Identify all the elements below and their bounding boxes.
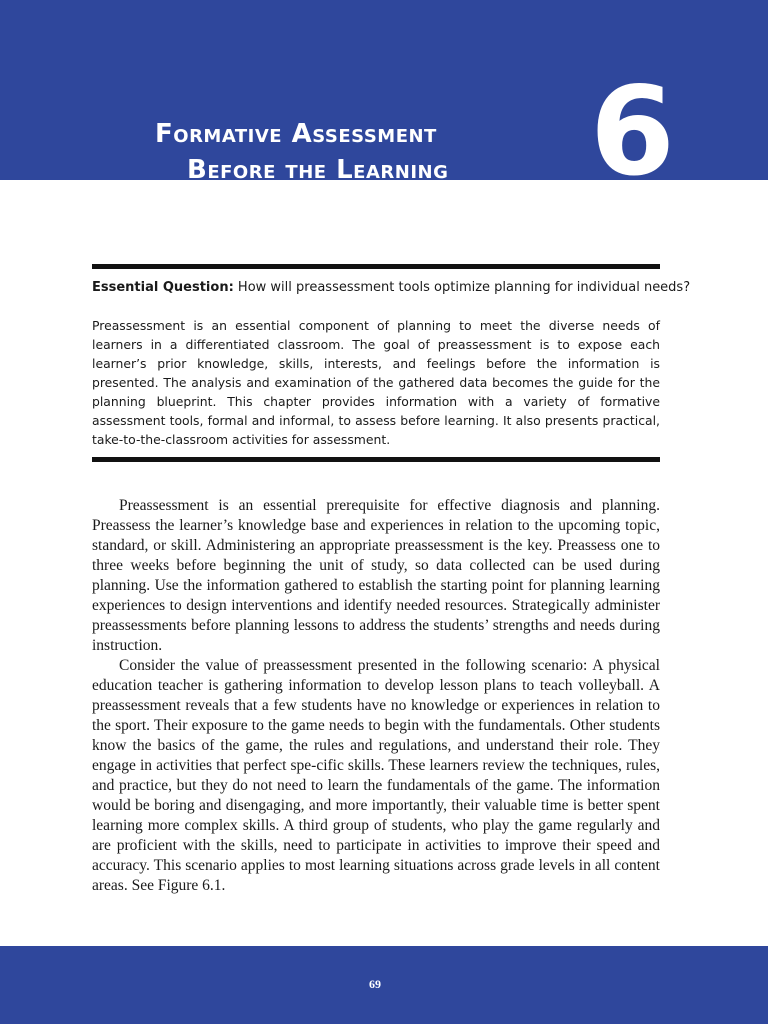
chapter-title-line2: Before the Learning <box>187 155 449 180</box>
chapter-intro: Preassessment is an essential component of planning to meet the diverse needs of learners in a differentiated classroom. The goal of preassessment is to expose each learner’s prior knowledge, skills, interests, and feelings before the information is presented. The analysis and examination of the gathered data becomes the guide for the planning blueprint. This chapter provides information with a variety of formative assessment tools, formal and informal, to assess before learning. It also presents practical, take-to-the-classroom activities for assessment. <box>92 318 660 447</box>
body-text <box>92 496 660 896</box>
top-rule <box>92 264 660 269</box>
essential-question <box>92 278 691 298</box>
chapter-title <box>0 0 768 180</box>
essential-question-text: How will preassessment tools optimize planning for individual needs? <box>237 280 691 295</box>
essential-question-label: Essential Question: <box>92 280 234 295</box>
page-number: 69 <box>369 977 381 991</box>
body-paragraph: Preassessment is an essential prerequisite for effective diagnosis and planning. Preassess the learner’s knowledge base and experiences in relation to the upcoming topic, standard, or skill. Administering an appropriate preassessment is the key. Preassess one to three weeks before beginning the unit of study, so data collected can be used during planning. Use the information gathered to establish the starting point for planning learning experiences to design interventions and identify needed resources. Strategically administer preassessments before planning lessons to address the students’ strengths and needs during instruction. <box>92 497 660 654</box>
chapter-title-line1: Formative Assessment <box>155 119 437 149</box>
bottom-rule <box>92 457 660 462</box>
body-paragraph: Consider the value of preassessment presented in the following scenario: A physical education teacher is gathering information to develop lesson plans to teach volleyball. A preassessment reveals that a few students have no knowledge or experiences in relation to the sport. Their exposure to the game needs to begin with the fundamentals. Other students know the basics of the game, the rules and regulations, and understand their role. They engage in activities that perfect spe-cific skills. These learners review the techniques, rules, and practice, but they do not need to learn the fundamentals of the game. The information would be boring and disengaging, and more importantly, their valuable time is better spent learning more complex skills. A third group of students, who play the game regularly and are proficient with the skills, need to participate in activities to improve their speed and accuracy. This scenario applies to most learning situations across grade levels in all content areas. See Figure 6.1. <box>92 657 660 894</box>
chapter-number: 6 <box>590 61 675 180</box>
